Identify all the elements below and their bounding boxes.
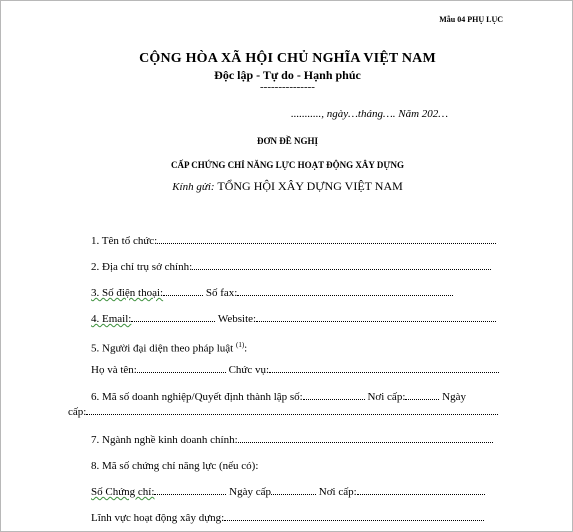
website-input[interactable] bbox=[256, 312, 496, 322]
email-label: 4. Email: bbox=[91, 313, 132, 325]
field-address bbox=[91, 260, 491, 274]
field-issue-date-cont bbox=[68, 405, 498, 419]
org-name-input[interactable] bbox=[157, 234, 496, 244]
full-name-label: Họ và tên: bbox=[91, 364, 137, 376]
cert-date-input[interactable] bbox=[271, 485, 316, 495]
field-business-line bbox=[91, 433, 493, 447]
website-label: Website: bbox=[217, 313, 257, 325]
field-email-website bbox=[91, 312, 496, 326]
national-motto: Độc lập - Tự do - Hạnh phúc bbox=[214, 68, 361, 82]
cert-number-label: Số Chứng chỉ: bbox=[91, 486, 155, 498]
phone-input[interactable] bbox=[163, 286, 203, 296]
business-line-label: 7. Ngành nghề kinh doanh chính: bbox=[91, 434, 238, 446]
motto-rule: --------------- bbox=[260, 81, 315, 93]
fax-input[interactable] bbox=[237, 286, 453, 296]
representative-label: 5. Người đại diện theo pháp luật bbox=[91, 342, 234, 355]
phone-label: 3. Số điện thoại: bbox=[91, 287, 164, 299]
position-input[interactable] bbox=[269, 363, 499, 373]
full-name-input[interactable] bbox=[137, 363, 226, 373]
position-label: Chức vụ: bbox=[228, 364, 270, 376]
email-input[interactable] bbox=[131, 312, 215, 322]
recipient-line bbox=[1, 179, 573, 194]
business-code-input[interactable] bbox=[303, 390, 365, 400]
field-business-code bbox=[91, 390, 466, 404]
document-title: ĐƠN ĐỀ NGHỊ bbox=[256, 136, 318, 146]
field-cert-code bbox=[91, 459, 258, 473]
representative-note: (1) bbox=[235, 341, 245, 349]
issue-date-input[interactable] bbox=[86, 405, 498, 415]
field-representative bbox=[91, 338, 247, 356]
field-activity bbox=[91, 511, 484, 525]
national-title: CỘNG HÒA XÃ HỘI CHỦ NGHĨA VIỆT NAM bbox=[139, 51, 436, 66]
activity-input[interactable] bbox=[224, 511, 484, 521]
representative-colon: : bbox=[244, 342, 248, 355]
date-line[interactable]: ..........., ngày…tháng…. Năm 202… bbox=[291, 108, 449, 120]
field-name-position bbox=[91, 363, 499, 377]
address-input[interactable] bbox=[192, 260, 491, 270]
field-phone-fax bbox=[91, 286, 453, 300]
form-tag: Mẫu 04 PHỤ LỤC bbox=[439, 15, 503, 24]
cert-number-input[interactable] bbox=[154, 485, 226, 495]
business-code-label: 6. Mã số doanh nghiệp/Quyết định thành lập số: bbox=[91, 391, 303, 403]
issue-date-label-cont: cấp: bbox=[68, 406, 87, 418]
cert-place-label: Nơi cấp: bbox=[318, 486, 357, 498]
business-line-input[interactable] bbox=[238, 433, 493, 443]
field-org-name bbox=[91, 234, 496, 248]
cert-code-label: 8. Mã số chứng chỉ năng lực (nếu có): bbox=[91, 460, 259, 472]
activity-label: Lĩnh vực hoạt động xây dựng: bbox=[91, 512, 225, 524]
fax-label: Số fax: bbox=[205, 287, 238, 299]
cert-place-input[interactable] bbox=[357, 485, 485, 495]
org-name-label: 1. Tên tổ chức: bbox=[91, 235, 158, 247]
document-subtitle: CẤP CHỨNG CHỈ NĂNG LỰC HOẠT ĐỘNG XÂY DỰNG bbox=[171, 160, 404, 170]
address-label: 2. Địa chỉ trụ sở chính: bbox=[91, 261, 193, 273]
recipient-name: TỔNG HỘI XÂY DỰNG VIỆT NAM bbox=[217, 179, 403, 193]
issued-by-label: Nơi cấp: bbox=[367, 391, 406, 403]
issue-date-label: Ngày bbox=[442, 391, 466, 403]
recipient-label: Kính gửi: bbox=[172, 181, 215, 193]
field-cert-details bbox=[91, 485, 485, 499]
issued-by-input[interactable] bbox=[405, 390, 439, 400]
cert-date-label: Ngày cấp bbox=[229, 486, 272, 498]
